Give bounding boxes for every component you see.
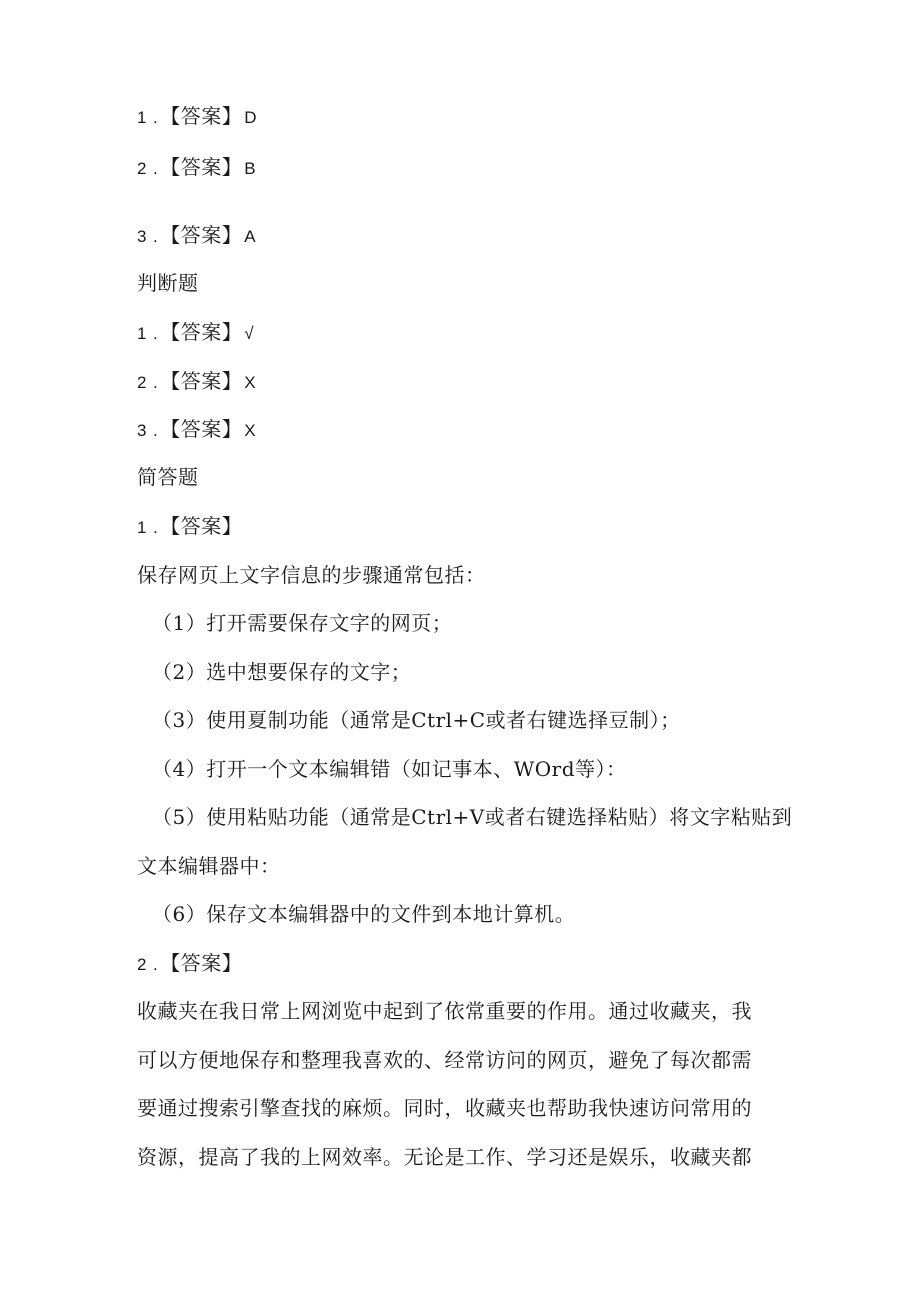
answer-label: 【答案】: [160, 155, 243, 179]
answer-label: 【答案】: [160, 951, 243, 975]
answer-label: 【答案】: [160, 223, 243, 247]
step-5-continuation: 文本编辑器中：: [137, 854, 281, 878]
judgment-answer-2: 2 . 【答案】 X: [137, 366, 256, 398]
step-6: （6）保存文本编辑器中的文件到本地计算机。: [152, 902, 576, 926]
answer-value: A: [244, 227, 257, 246]
answer-value: B: [244, 159, 257, 178]
judgment-heading: 判断题: [137, 271, 199, 295]
choice-answer-3: 3 . 【答案】 A: [137, 220, 256, 252]
answer-label: 【答案】: [160, 320, 243, 344]
short-answer-2-line-4: 资源，提高了我的上网效率。无论是工作、学习还是娱乐，收藏夹都: [137, 1145, 752, 1169]
short-answer-1-header: 1 . 【答案】: [137, 511, 242, 543]
answer-number: 2: [137, 373, 147, 392]
step-5: （5）使用粘贴功能（通常是Ctrl+V或者右键选择粘贴）将文字粘贴到: [152, 805, 793, 829]
answer-value: X: [244, 421, 257, 440]
short-answer-heading: 简答题: [137, 465, 199, 489]
answer-label: 【答案】: [160, 514, 243, 538]
judgment-answer-3: 3 . 【答案】 X: [137, 414, 256, 446]
step-1: （1）打开需要保存文字的网页；: [152, 611, 453, 635]
answer-value: √: [244, 324, 255, 343]
short-answer-2-line-1: 收藏夹在我日常上网浏览中起到了依常重要的作用。通过收藏夹，我: [137, 999, 752, 1023]
answer-number: 1: [137, 108, 147, 127]
answer-value: X: [244, 373, 257, 392]
judgment-answer-1: 1 . 【答案】 √: [137, 317, 254, 349]
short-answer-2-header: 2 . 【答案】: [137, 948, 242, 980]
answer-number: 3: [137, 227, 147, 246]
answer-number: 1: [137, 518, 147, 537]
answer-label: 【答案】: [160, 369, 243, 393]
answer-number: 2: [137, 159, 147, 178]
choice-answer-2: 2 . 【答案】 B: [137, 152, 256, 184]
step-2: （2）选中想要保存的文字；: [152, 660, 412, 684]
step-4: （4）打开一个文本编辑错（如记事本、WOrd等）：: [152, 757, 627, 781]
short-answer-1-intro: 保存网页上文字信息的步骤通常包括：: [137, 563, 486, 587]
short-answer-2-line-2: 可以方便地保存和整理我喜欢的、经常访问的网页，避免了每次都需: [137, 1048, 752, 1072]
answer-value: D: [244, 108, 257, 127]
choice-answer-1: 1 . 【答案】 D: [137, 101, 257, 133]
short-answer-2-line-3: 要通过搜索引擎查找的麻烦。同时，收藏夹也帮助我快速访问常用的: [137, 1096, 752, 1120]
answer-number: 2: [137, 955, 147, 974]
answer-label: 【答案】: [160, 104, 243, 128]
answer-number: 3: [137, 421, 147, 440]
answer-number: 1: [137, 324, 147, 343]
step-3: （3）使用夏制功能（通常是Ctrl+C或者右键选择豆制）；: [152, 708, 681, 732]
answer-label: 【答案】: [160, 417, 243, 441]
